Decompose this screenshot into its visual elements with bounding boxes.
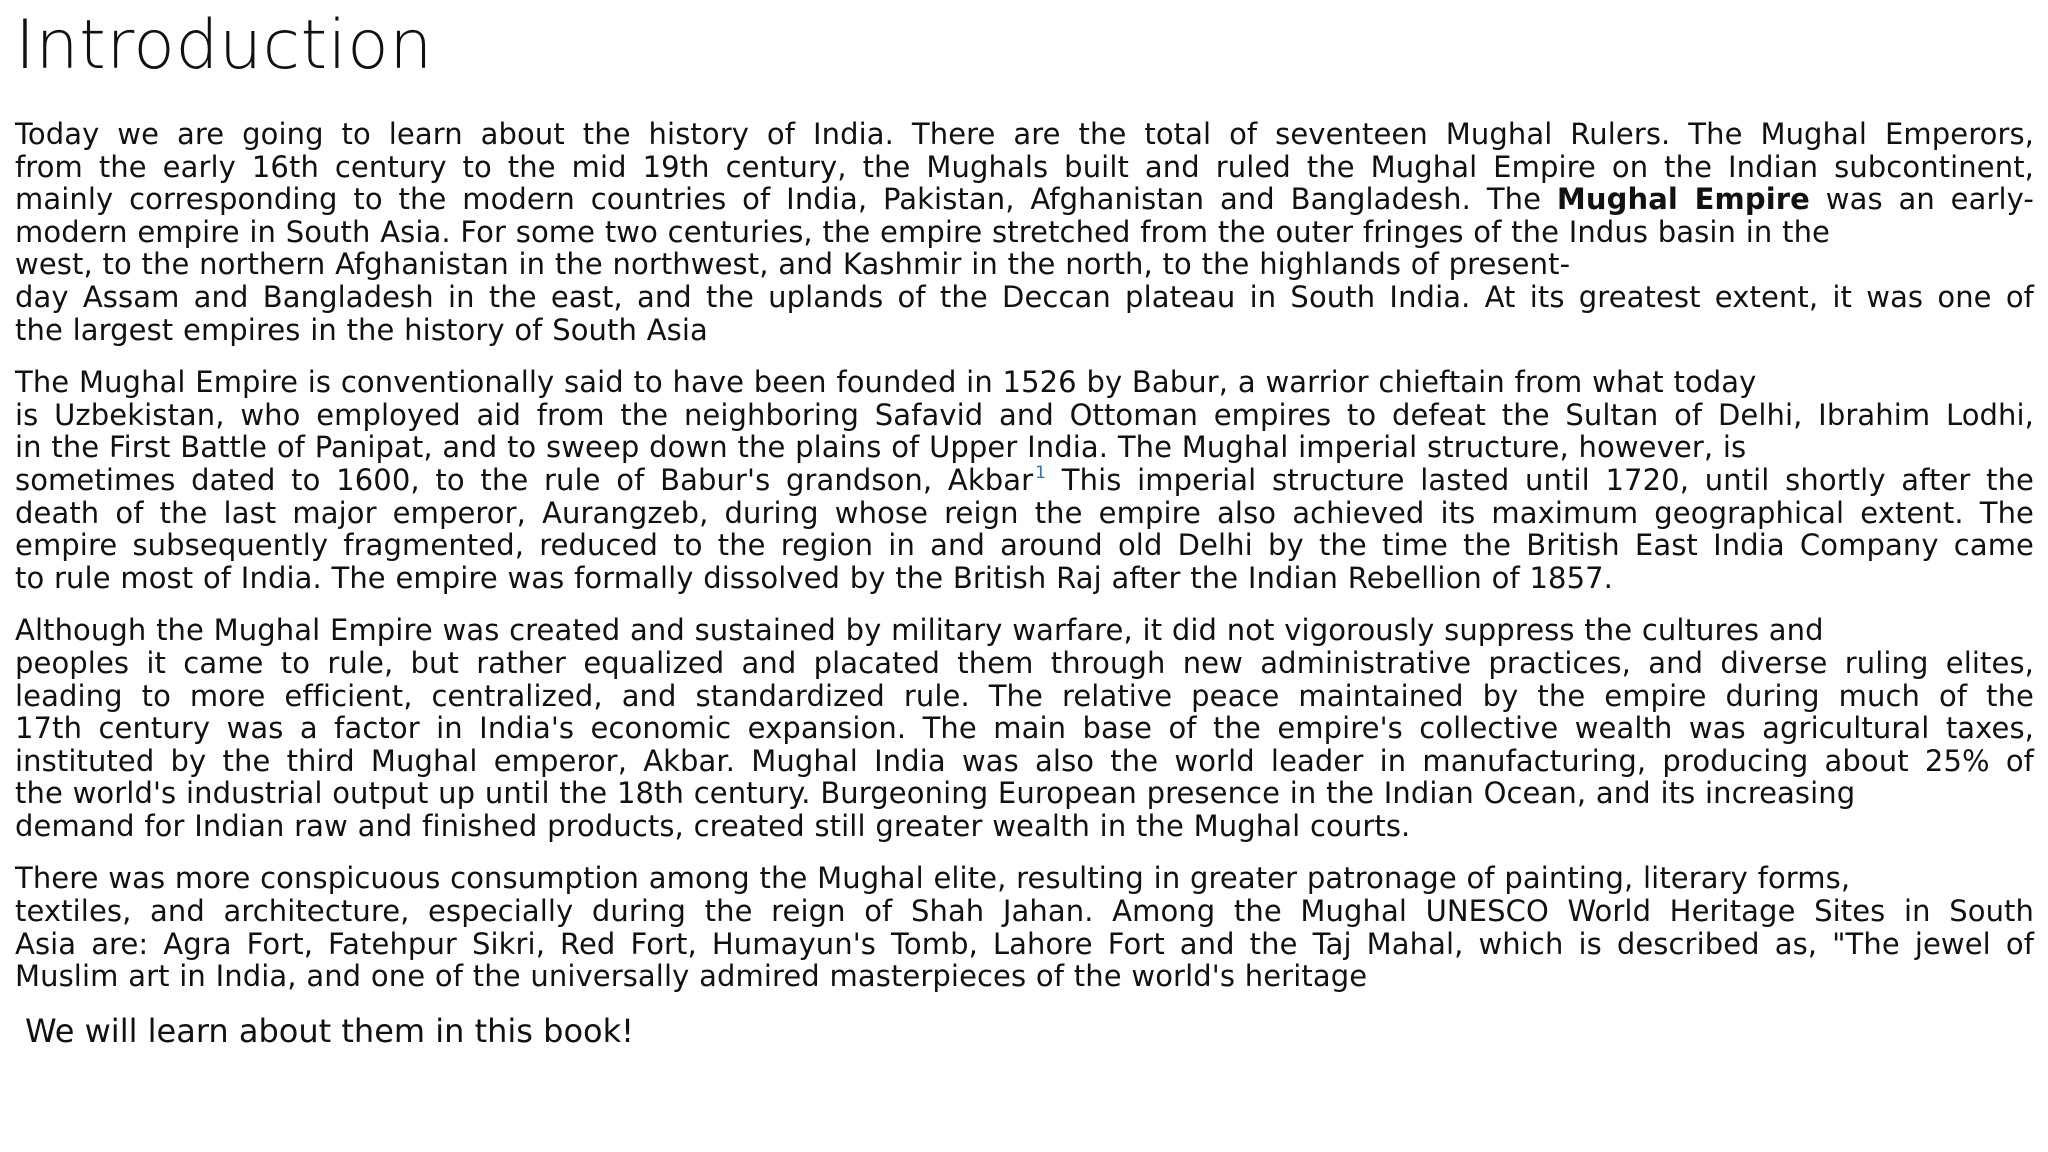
text-line: There was more conspicuous consumption among the Mughal elite, resulting in greater patronage of painting, literary forms, [15,861,1851,896]
text-run: This imperial structure lasted until 1720, until shortly after the [1046,462,2034,497]
paragraph-heritage [15,862,2034,992]
text-line: modern empire in South Asia. For some two centuries, the empire stretched from the outer fringes of the Indus basin in the [15,214,1830,249]
paragraph-administration [15,614,2034,842]
text-line: Asia are: Agra Fort, Fatehpur Sikri, Red Fort, Humayun's Tomb, Lahore Fort and the Taj Mahal, which is described as, "The jewel of [15,926,2034,961]
text-line [15,464,2034,497]
text-line: is Uzbekistan, who employed aid from the neighboring Safavid and Ottoman empires to defeat the Sultan of Delhi, Ibrahim Lodhi, [15,397,2034,432]
slide-body [15,118,2034,1049]
text-line: 17th century was a factor in India's economic expansion. The main base of the empire's collective wealth was agricultural taxes, [15,711,2034,746]
text-line: instituted by the third Mughal emperor, Akbar. Mughal India was also the world leader in manufacturing, producing about 25% of [15,743,2034,778]
text-line: in the First Battle of Panipat, and to sweep down the plains of Upper India. The Mughal imperial structure, however, is [15,430,1747,465]
text-line: day Assam and Bangladesh in the east, and the uplands of the Deccan plateau in South India. At its greatest extent, it was one of [15,279,2034,314]
bold-term-mughal-empire: Mughal Empire [1556,182,1810,217]
text-line: leading to more efficient, centralized, and standardized rule. The relative peace maintained by the empire during much of the [15,678,2034,713]
text-line: Although the Mughal Empire was created and sustained by military warfare, it did not vigorously suppress the cultures and [15,613,1824,648]
text-line: Muslim art in India, and one of the universally admired masterpieces of the world's heritage [15,959,1368,994]
text-line: peoples it came to rule, but rather equalized and placated them through new administrative practices, and diverse ruling elites, [15,645,2034,680]
text-line: west, to the northern Afghanistan in the northwest, and Kashmir in the north, to the highlands of present- [15,247,1571,282]
text-line: death of the last major emperor, Aurangzeb, during whose reign the empire also achieved its maximum geographical extent. The [15,495,2034,530]
text-line: to rule most of India. The empire was formally dissolved by the British Raj after the Indian Rebellion of 1857. [15,560,1613,595]
text-run: mainly corresponding to the modern countries of India, Pakistan, Afghanistan and Bangladesh. The [15,182,1557,217]
footnote-link[interactable]: 1 [1035,462,1047,483]
text-line: the largest empires in the history of South Asia [15,312,708,347]
text-line [15,183,2034,216]
text-line: textiles, and architecture, especially during the reign of Shah Jahan. Among the Mughal UNESCO World Heritage Sites in South [15,894,2034,929]
text-line: from the early 16th century to the mid 19th century, the Mughals built and ruled the Mughal Empire on the Indian subcontinent, [15,149,2034,184]
text-run: was an early- [1809,182,2034,217]
text-line: demand for Indian raw and finished products, created still greater wealth in the Mughal courts. [15,808,1411,843]
text-line: Today we are going to learn about the history of India. There are the total of seventeen Mughal Rulers. The Mughal Emperors, [15,117,2034,151]
paragraph-founding [15,366,2034,594]
text-line: The Mughal Empire is conventionally said to have been founded in 1526 by Babur, a warrior chieftain from what today [15,365,1757,400]
slide-title: Introduction [15,6,433,85]
text-line: the world's industrial output up until the 18th century. Burgeoning European presence in the Indian Ocean, and its increasing [15,776,1856,811]
text-line: empire subsequently fragmented, reduced to the region in and around old Delhi by the time the British East India Company came [15,528,2034,563]
paragraph-intro [15,118,2034,346]
closing-line: We will learn about them in this book! [25,1011,634,1050]
text-run: sometimes dated to 1600, to the rule of Babur's grandson, Akbar [15,462,1034,497]
